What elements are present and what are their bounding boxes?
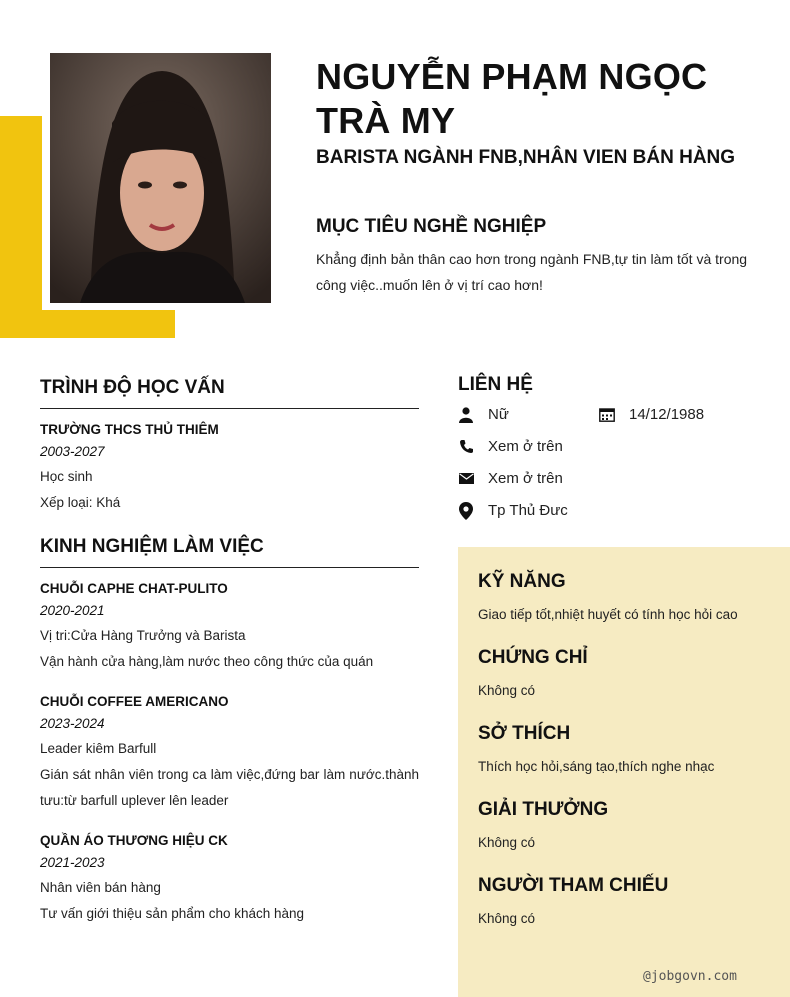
- experience-period: 2021-2023: [40, 855, 105, 870]
- awards-heading: GIẢI THƯỞNG: [478, 799, 609, 820]
- mail-icon: [458, 471, 474, 487]
- contact-gender: [458, 406, 509, 423]
- education-detail: Học sinh: [40, 469, 93, 484]
- dob-value: 14/12/1988: [629, 406, 705, 423]
- calendar-icon: [599, 407, 615, 423]
- person-icon: [458, 407, 474, 423]
- experience-heading: KINH NGHIỆM LÀM VIỆC: [40, 536, 264, 557]
- accent-base: [0, 310, 175, 338]
- contact-email: [458, 470, 563, 487]
- objective-heading: MỤC TIÊU NGHỀ NGHIỆP: [316, 216, 547, 237]
- education-entry: [40, 420, 419, 516]
- education-detail: Xếp loại: Khá: [40, 495, 121, 510]
- experience-period: 2020-2021: [40, 603, 105, 618]
- hobbies-heading: SỞ THÍCH: [478, 723, 571, 744]
- company-name: CHUỖI COFFEE AMERICANO: [40, 694, 229, 709]
- experience-entry: [40, 831, 419, 927]
- experience-detail: Vận hành cửa hàng,làm nước theo công thức của quán: [40, 654, 374, 669]
- location-value: Tp Thủ Đưc: [488, 502, 568, 519]
- certificates-heading: CHỨNG CHỈ: [478, 647, 588, 668]
- watermark: @jobgovn.com: [643, 969, 737, 984]
- experience-period: 2023-2024: [40, 716, 105, 731]
- company-name: CHUỖI CAPHE CHAT-PULITO: [40, 581, 228, 596]
- experience-entry: [40, 692, 419, 814]
- awards-text: Không có: [478, 835, 536, 850]
- phone-value: Xem ở trên: [488, 438, 563, 455]
- contact-heading: LIÊN HỆ: [458, 374, 533, 395]
- experience-detail: Vị tri:Cửa Hàng Trưởng và Barista: [40, 628, 246, 643]
- side-panel: [458, 547, 790, 997]
- experience-detail: Nhân viên bán hàng: [40, 880, 161, 895]
- experience-divider: [40, 567, 419, 568]
- candidate-name: NGUYỄN PHẠM NGỌC TRÀ MY: [316, 56, 708, 141]
- experience-entry: [40, 579, 419, 675]
- email-value: Xem ở trên: [488, 470, 563, 487]
- contact-location: [458, 502, 568, 519]
- gender-value: Nữ: [488, 406, 509, 423]
- skills-text: Giao tiếp tốt,nhiệt huyết có tính học hỏi cao: [478, 607, 738, 622]
- education-heading: TRÌNH ĐỘ HỌC VẤN: [40, 377, 225, 398]
- skills-heading: KỸ NĂNG: [478, 571, 566, 592]
- experience-detail: Tư vấn giới thiệu sản phẩm cho khách hàng: [40, 906, 305, 921]
- references-text: Không có: [478, 911, 536, 926]
- accent-bar: [0, 116, 42, 338]
- certificates-text: Không có: [478, 683, 536, 698]
- candidate-title: BARISTA NGÀNH FNB,NHÂN VIEN BÁN HÀNG: [316, 147, 736, 168]
- contact-dob: [599, 406, 704, 423]
- hobbies-text: Thích học hỏi,sáng tạo,thích nghe nhạc: [478, 759, 715, 774]
- experience-detail: Leader kiêm Barfull: [40, 741, 157, 756]
- experience-detail: Gián sát nhân viên trong ca làm việc,đứng bar làm nước.thành tưu:từ barfull uplever lên leader: [40, 767, 419, 808]
- objective-text: Khẳng định bản thân cao hơn trong ngành FNB,tự tin làm tốt và trong công việc..muốn lên ở vị trí cao hơn!: [316, 251, 748, 293]
- company-name: QUẦN ÁO THƯƠNG HIỆU CK: [40, 833, 228, 848]
- school-name: TRƯỜNG THCS THỦ THIÊM: [40, 422, 219, 437]
- references-heading: NGƯỜI THAM CHIẾU: [478, 875, 669, 896]
- phone-icon: [458, 439, 474, 455]
- education-divider: [40, 408, 419, 409]
- profile-photo: [50, 53, 271, 303]
- contact-phone: [458, 438, 563, 455]
- location-pin-icon: [458, 503, 474, 519]
- education-period: 2003-2027: [40, 444, 105, 459]
